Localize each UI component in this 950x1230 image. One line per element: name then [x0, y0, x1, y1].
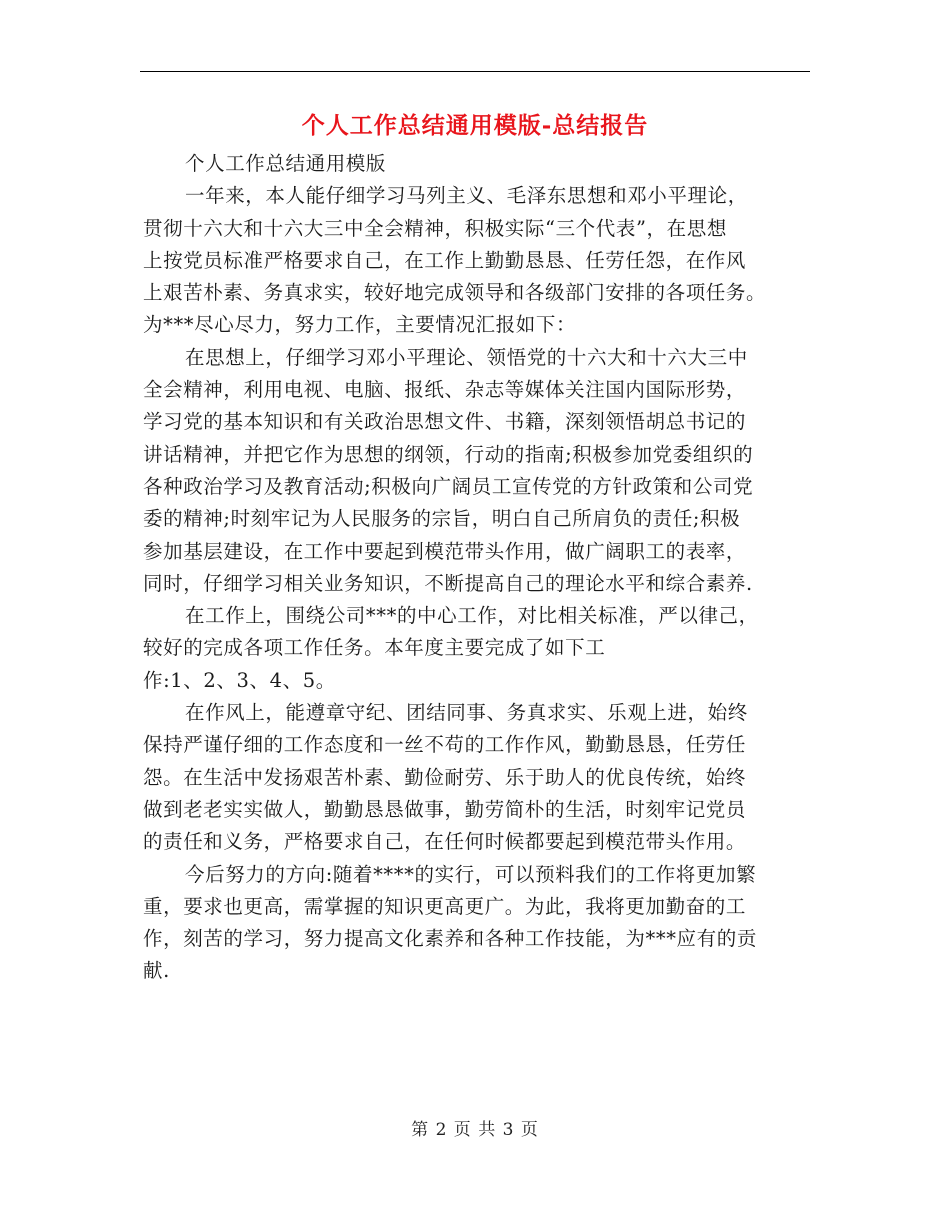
body-text-line: 作，刻苦的学习，努力提高文化素养和各种工作技能，为***应有的贡 — [143, 927, 757, 951]
body-text-line: 各种政治学习及教育活动;积极向广阔员工宣传党的方针政策和公司党 — [143, 474, 754, 498]
body-text-line: 献. — [143, 959, 170, 983]
body-text-line: 上按党员标准严格要求自己，在工作上勤勤恳恳、任劳任怨，在作风 — [143, 248, 747, 272]
body-text-line: 作:1、2、3、4、5。 — [143, 668, 336, 692]
body-text-line: 在思想上，仔细学习邓小平理论、领悟党的十六大和十六大三中 — [185, 345, 748, 369]
body-text-line: 在作风上，能遵章守纪、团结同事、务真求实、乐观上进，始终 — [185, 701, 748, 725]
document-body — [143, 148, 813, 988]
body-text-line: 的责任和义务，严格要求自己，在任何时候都要起到模范带头作用。 — [143, 830, 747, 854]
page-number-footer: 第 2 页 共 3 页 — [411, 1120, 539, 1140]
body-text-line: 同时，仔细学习相关业务知识，不断提高自己的理论水平和综合素养. — [143, 571, 753, 595]
header-rule — [140, 71, 810, 72]
document-title: 个人工作总结通用模版-总结报告 — [301, 112, 649, 139]
body-text-line: 参加基层建设，在工作中要起到模范带头作用，做广阔职工的表率， — [143, 539, 747, 563]
body-text-line: 较好的完成各项工作任务。本年度主要完成了如下工 — [143, 636, 606, 660]
body-text-line: 上艰苦朴素、务真求实，较好地完成领导和各级部门安排的各项任务。 — [143, 281, 767, 305]
body-text-line: 今后努力的方向:随着****的实行，可以预料我们的工作将更加繁 — [185, 862, 757, 886]
body-text-line: 一年来，本人能仔细学习马列主义、毛泽东思想和邓小平理论， — [185, 184, 748, 208]
body-text-line: 全会精神，利用电视、电脑、报纸、杂志等媒体关注国内国际形势， — [143, 378, 747, 402]
body-text-line: 重，要求也更高，需掌握的知识更高更广。为此，我将更加勤奋的工 — [143, 894, 747, 918]
body-text-line: 为***尽心尽力，努力工作，主要情况汇报如下： — [143, 313, 577, 337]
body-text-line: 讲话精神，并把它作为思想的纲领，行动的指南;积极参加党委组织的 — [143, 442, 754, 466]
body-text-line: 怨。在生活中发扬艰苦朴素、勤俭耐劳、乐于助人的优良传统，始终 — [143, 765, 747, 789]
body-text-line: 委的精神;时刻牢记为人民服务的宗旨，明白自己所肩负的责任;积极 — [143, 507, 741, 531]
body-text-line: 保持严谨仔细的工作态度和一丝不苟的工作作风，勤勤恳恳，任劳任 — [143, 733, 747, 757]
body-text-line: 贯彻十六大和十六大三中全会精神，积极实际“三个代表”，在思想 — [143, 216, 727, 240]
body-text-line: 做到老老实实做人，勤勤恳恳做事，勤劳简朴的生活，时刻牢记党员 — [143, 797, 747, 821]
body-text-line: 在工作上，围绕公司***的中心工作，对比相关标准，严以律己， — [185, 604, 759, 628]
body-text-line: 学习党的基本知识和有关政治思想文件、书籍，深刻领悟胡总书记的 — [143, 410, 747, 434]
body-text-line: 个人工作总结通用模版 — [185, 152, 387, 175]
